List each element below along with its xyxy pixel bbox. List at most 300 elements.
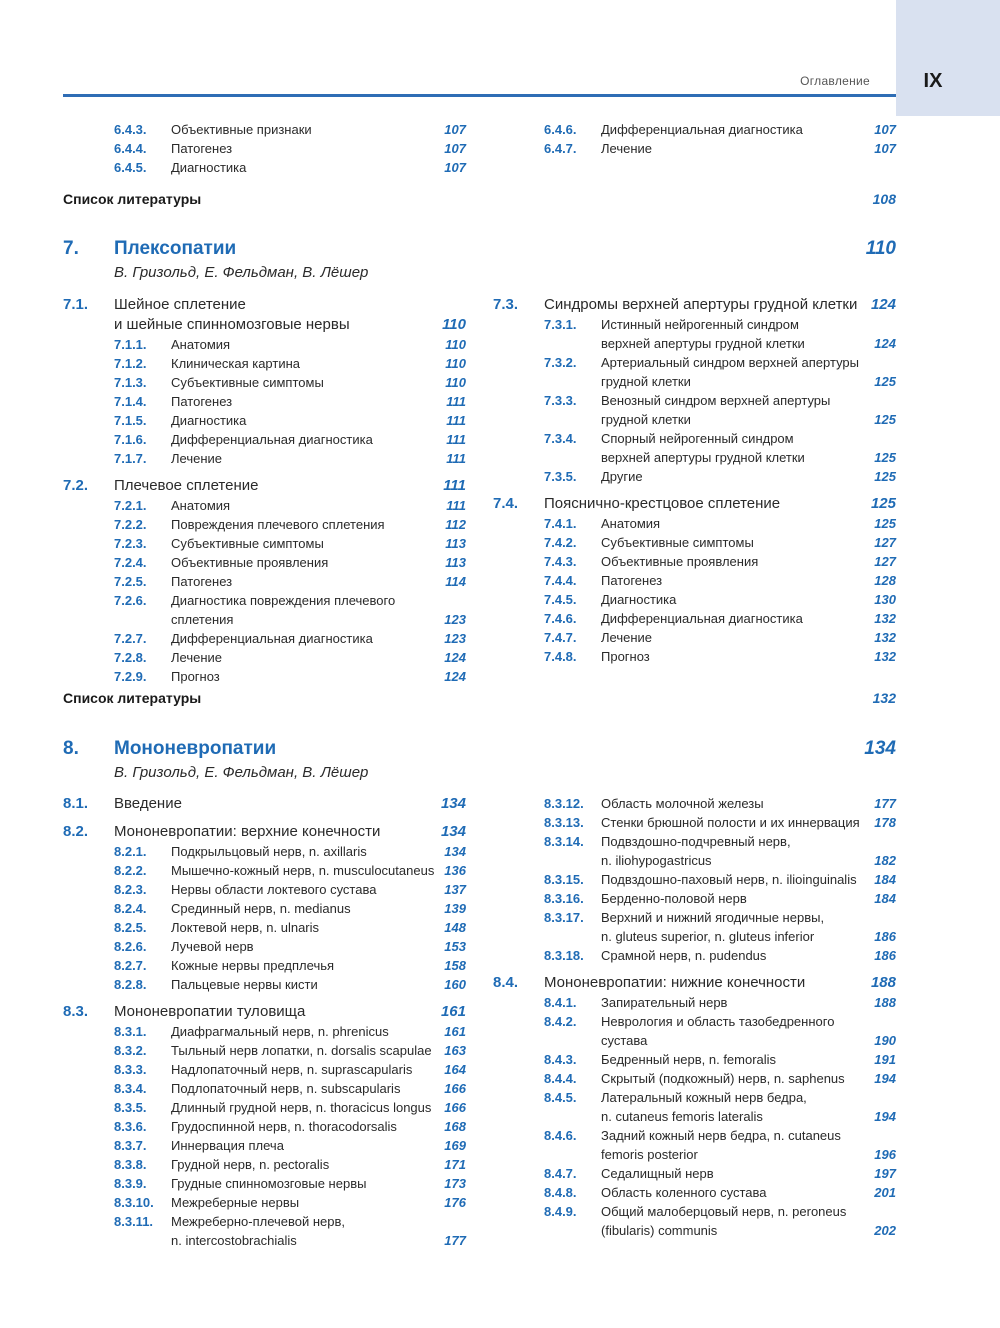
entry-title: Объективные проявления [171,555,329,570]
entry-title: Задний кожный нерв бедра, n. cutaneus [601,1128,841,1143]
toc-subsection-entry[interactable] [63,572,466,591]
entry-title: Синдромы верхней апертуры грудной клетки [544,296,858,313]
entry-number: 6.4.5. [114,160,147,175]
toc-subsection-entry[interactable] [63,610,466,629]
entry-page: 177 [444,1233,466,1248]
toc-subsection-entry[interactable] [63,648,466,667]
chapter-page: 134 [864,738,896,759]
entry-title: n. cutaneus femoris lateralis [601,1109,763,1124]
entry-title: Дифференциальная диагностика [601,122,803,137]
entry-number: 7.4.5. [544,592,577,607]
toc-subsection-entry[interactable] [63,880,466,899]
entry-title: Другие [601,469,643,484]
entry-page: 202 [874,1223,896,1238]
entry-title: Субъективные симптомы [171,375,324,390]
toc-subsection-entry[interactable] [63,1098,466,1117]
toc-subsection-entry[interactable] [493,946,896,965]
toc-subsection-entry[interactable] [63,1155,466,1174]
entry-page: 201 [874,1185,896,1200]
toc-subsection-entry[interactable] [63,373,466,392]
entry-number: 8.4.5. [544,1090,577,1105]
entry-title: Дифференциальная диагностика [171,631,373,646]
toc-subsection-entry[interactable] [63,411,466,430]
chapter-number: 7. [63,238,79,259]
entry-title: Пояснично-крестцовое сплетение [544,495,781,512]
entry-page: 125 [874,516,896,531]
toc-subsection-entry[interactable] [493,832,896,851]
toc-subsection-entry[interactable] [493,908,896,927]
toc-subsection-entry[interactable] [493,813,896,832]
entry-page: 184 [874,872,896,887]
toc-section-entry[interactable] [63,295,466,315]
toc-subsection-entry[interactable] [493,851,896,870]
entry-title: сплетения [171,612,234,627]
entry-title: Диагностика [601,592,677,607]
entry-title: Объективные признаки [171,122,312,137]
entry-page: 130 [874,592,896,607]
entry-number: 7.2.7. [114,631,147,646]
entry-number: 8.2.8. [114,977,147,992]
toc-subsection-entry[interactable] [493,1107,896,1126]
toc-subsection-entry[interactable] [63,1212,466,1231]
toc-subsection-entry[interactable] [493,647,896,666]
entry-page: 107 [444,141,466,156]
entry-page: 160 [444,977,466,992]
entry-title: Анатомия [601,516,661,531]
toc-section-entry[interactable] [493,973,896,993]
entry-page: 125 [874,374,896,389]
toc-subsection-entry[interactable] [493,628,896,647]
entry-number: 7.4.2. [544,535,577,550]
toc-subsection-entry[interactable] [493,1012,896,1031]
entry-title: Повреждения плечевого сплетения [171,517,385,532]
toc-subsection-entry[interactable] [63,553,466,572]
toc-subsection-entry[interactable] [63,1136,466,1155]
entry-title: Субъективные симптомы [601,535,754,550]
entry-title: Область молочной железы [601,796,764,811]
entry-page: 111 [446,432,466,447]
entry-page: 124 [870,296,896,313]
toc-section-entry[interactable] [493,295,896,315]
chapter-heading[interactable] [63,236,896,262]
literature-title: Список литературы [63,690,202,706]
entry-page: 111 [446,413,466,428]
entry-title: Истинный нейрогенный синдром [601,317,799,332]
entry-title: Патогенез [171,394,233,409]
entry-page: 124 [444,669,466,684]
literature-entry[interactable] [63,688,896,708]
entry-number: 7.4.8. [544,649,577,664]
toc-subsection-entry[interactable] [63,899,466,918]
toc-subsection-entry[interactable] [63,120,466,139]
entry-number: 7.4.7. [544,630,577,645]
entry-title: Грудной нерв, n. pectoralis [171,1157,330,1172]
toc-subsection-entry[interactable] [493,993,896,1012]
entry-number: 7.3.3. [544,393,577,408]
entry-page: 171 [444,1157,466,1172]
entry-title: Мононевропатии: верхние конечности [114,823,381,840]
toc-subsection-entry[interactable] [493,571,896,590]
toc-subsection-entry[interactable] [63,392,466,411]
entry-number: 8.4.1. [544,995,577,1010]
chapter-authors: В. Гризольд, Е. Фельдман, В. Лёшер [114,264,369,281]
entry-title: Спорный нейрогенный синдром [601,431,794,446]
entry-number: 7.2. [63,477,89,494]
toc-section-entry[interactable] [63,822,466,842]
toc-subsection-entry[interactable] [493,794,896,813]
entry-number: 6.4.7. [544,141,577,156]
toc-subsection-entry[interactable] [493,391,896,410]
entry-number: 8.2.1. [114,844,147,859]
entry-page: 139 [444,901,466,916]
toc-subsection-entry[interactable] [493,1202,896,1221]
toc-subsection-entry[interactable] [63,158,466,177]
entry-number: 8.4.8. [544,1185,577,1200]
toc-subsection-entry[interactable] [493,139,896,158]
toc-subsection-entry[interactable] [493,870,896,889]
toc-section-entry[interactable] [63,476,466,496]
entry-number: 7.1.7. [114,451,147,466]
entry-page: 186 [874,948,896,963]
entry-number: 8.3.7. [114,1138,147,1153]
entry-number: 8.3.1. [114,1024,147,1039]
entry-title: Плечевое сплетение [114,477,259,494]
toc-subsection-entry[interactable] [63,1041,466,1060]
entry-number: 7.3.1. [544,317,577,332]
entry-number: 7.1.5. [114,413,147,428]
entry-title: femoris posterior [601,1147,698,1162]
entry-title: Субъективные симптомы [171,536,324,551]
entry-page: 110 [445,337,466,352]
entry-title: Клиническая картина [171,356,300,371]
entry-number: 7.1.6. [114,432,147,447]
toc-subsection-entry[interactable] [63,591,466,610]
entry-page: 184 [874,891,896,906]
entry-number: 8.4.7. [544,1166,577,1181]
entry-title: (fibularis) communis [601,1223,718,1238]
entry-page: 132 [874,649,896,664]
entry-page: 158 [444,958,466,973]
entry-page: 194 [874,1071,896,1086]
entry-page: 173 [444,1176,466,1191]
toc-subsection-entry[interactable] [63,1022,466,1041]
entry-title: верхней апертуры грудной клетки [601,336,805,351]
toc-section-entry[interactable] [493,494,896,514]
entry-number: 8.2.7. [114,958,147,973]
entry-title: Введение [114,795,182,812]
entry-title: Подлопаточный нерв, n. subscapularis [171,1081,401,1096]
entry-number: 7.2.5. [114,574,147,589]
entry-number: 8.3.3. [114,1062,147,1077]
entry-number: 7.2.9. [114,669,147,684]
entry-title: Диагностика повреждения плечевого [171,593,396,608]
entry-title: Мононевропатии туловища [114,1003,306,1020]
toc-subsection-entry[interactable] [63,918,466,937]
entry-number: 7.4.6. [544,611,577,626]
entry-title: Нервы области локтевого сустава [171,882,377,897]
entry-number: 8.3.8. [114,1157,147,1172]
toc-subsection-entry[interactable] [63,667,466,686]
literature-title: Список литературы [63,191,202,207]
entry-title: n. iliohypogastricus [601,853,712,868]
entry-title: Лучевой нерв [171,939,254,954]
entry-page: 107 [444,122,466,137]
entry-title: сустава [601,1033,648,1048]
entry-title: Прогноз [171,669,220,684]
entry-page: 134 [444,844,466,859]
toc-subsection-entry[interactable] [63,956,466,975]
entry-page: 110 [445,356,466,371]
toc-ch8-left [63,794,466,1250]
toc-subsection-entry[interactable] [493,533,896,552]
chapter-heading[interactable] [63,736,896,762]
entry-title: Межреберно-плечевой нерв, [171,1214,346,1229]
toc-subsection-entry[interactable] [493,1050,896,1069]
entry-title: Верхний и нижний ягодичные нервы, [601,910,825,925]
entry-title: Общий малоберцовый нерв, n. peroneus [601,1204,847,1219]
entry-page: 111 [446,498,466,513]
entry-number: 8.3.17. [544,910,584,925]
toc-subsection-entry[interactable] [63,842,466,861]
entry-page: 136 [444,863,466,878]
entry-title: Венозный синдром верхней апертуры [601,393,831,408]
entry-title: грудной клетки [601,374,691,389]
toc-top-left [63,120,466,177]
toc-subsection-entry[interactable] [493,334,896,353]
entry-title: Мышечно-кожный нерв, n. musculocutaneus [171,863,435,878]
entry-page: 123 [444,631,466,646]
entry-title: Седалищный нерв [601,1166,714,1181]
entry-number: 8.3.11. [114,1214,154,1229]
entry-title: Стенки брюшной полости и их иннервация [601,815,860,830]
entry-title: Скрытый (подкожный) нерв, n. saphenus [601,1071,845,1086]
toc-subsection-entry[interactable] [493,1031,896,1050]
entry-title: Локтевой нерв, n. ulnaris [171,920,320,935]
entry-number: 7.3.4. [544,431,577,446]
entry-title: Мононевропатии: нижние конечности [544,974,806,991]
toc-subsection-entry[interactable] [63,1231,466,1250]
entry-page: 127 [874,535,896,550]
entry-title: Кожные нервы предплечья [171,958,335,973]
entry-page: 182 [874,853,896,868]
entry-title: Латеральный кожный нерв бедра, [601,1090,807,1105]
entry-number: 7.2.8. [114,650,147,665]
toc-subsection-entry[interactable] [63,975,466,994]
entry-page: 168 [444,1119,466,1134]
chapter-authors: В. Гризольд, Е. Фельдман, В. Лёшер [114,764,369,781]
entry-page: 111 [443,477,466,494]
toc-subsection-entry[interactable] [493,609,896,628]
entry-title: Пальцевые нервы кисти [171,977,318,992]
entry-number: 8.3.5. [114,1100,147,1115]
toc-subsection-entry[interactable] [493,1088,896,1107]
chapter-page: 110 [865,238,896,259]
entry-number: 8.4.9. [544,1204,577,1219]
entry-title: Бедренный нерв, n. femoralis [601,1052,777,1067]
entry-number: 6.4.6. [544,122,577,137]
entry-number: 6.4.4. [114,141,147,156]
toc-ch7-left [63,295,466,686]
entry-page: 196 [874,1147,896,1162]
chapter-title: Мононевропатии [114,738,277,759]
entry-title: Срединный нерв, n. medianus [171,901,351,916]
entry-page: 166 [444,1081,466,1096]
entry-number: 7.4. [493,495,519,512]
entry-page: 124 [444,650,466,665]
toc-subsection-entry[interactable] [63,629,466,648]
entry-number: 8.3.12. [544,796,584,811]
entry-number: 7.1.1. [114,337,147,352]
entry-number: 7.2.6. [114,593,147,608]
toc-subsection-entry[interactable] [493,514,896,533]
entry-number: 7.2.1. [114,498,147,513]
toc-subsection-entry[interactable] [63,496,466,515]
entry-number: 8.2.4. [114,901,147,916]
entry-page: 178 [874,815,896,830]
toc-subsection-entry[interactable] [493,1069,896,1088]
toc-ch7-right [493,295,896,666]
entry-title: Надлопаточный нерв, n. suprascapularis [171,1062,413,1077]
entry-number: 7.3.5. [544,469,577,484]
entry-title: Длинный грудной нерв, n. thoracicus longus [171,1100,432,1115]
chapter-number: 8. [63,738,79,759]
header-rule [63,94,896,97]
entry-page: 177 [874,796,896,811]
toc-subsection-entry[interactable] [493,467,896,486]
toc-subsection-entry[interactable] [493,1126,896,1145]
entry-title: Подкрыльцовый нерв, n. axillaris [171,844,367,859]
entry-number: 8.3.16. [544,891,584,906]
entry-page: 110 [442,316,466,333]
entry-number: 8.2.6. [114,939,147,954]
entry-number: 8.3.4. [114,1081,147,1096]
entry-title: и шейные спинномозговые нервы [114,316,350,333]
toc-subsection-entry[interactable] [63,430,466,449]
entry-page: 132 [874,611,896,626]
entry-number: 8.3.15. [544,872,584,887]
toc-subsection-entry[interactable] [63,534,466,553]
toc-subsection-entry[interactable] [63,1174,466,1193]
toc-subsection-entry[interactable] [493,1145,896,1164]
entry-number: 8.2.5. [114,920,147,935]
entry-number: 7.1. [63,296,89,313]
toc-subsection-entry[interactable] [63,937,466,956]
toc-subsection-entry[interactable] [493,927,896,946]
entry-number: 7.4.4. [544,573,577,588]
toc-subsection-entry[interactable] [493,353,896,372]
toc-subsection-entry[interactable] [63,1079,466,1098]
running-header: Оглавление [800,74,870,88]
entry-number: 8.4.4. [544,1071,577,1086]
entry-page: 128 [874,573,896,588]
entry-title: Иннервация плеча [171,1138,284,1153]
toc-subsection-entry[interactable] [493,410,896,429]
entry-number: 7.4.3. [544,554,577,569]
entry-page: 194 [874,1109,896,1124]
entry-title: Шейное сплетение [114,296,246,313]
toc-subsection-entry[interactable] [493,552,896,571]
entry-title: n. gluteus superior, n. gluteus inferior [601,929,815,944]
toc-subsection-entry[interactable] [493,1221,896,1240]
entry-title: Анатомия [171,498,231,513]
entry-number: 8.3.13. [544,815,584,830]
toc-subsection-entry[interactable] [493,1183,896,1202]
toc-section-entry[interactable] [63,1002,466,1022]
entry-title: Грудные спинномозговые нервы [171,1176,367,1191]
entry-number: 7.2.4. [114,555,147,570]
toc-subsection-entry[interactable] [63,1060,466,1079]
toc-subsection-entry[interactable] [493,120,896,139]
toc-section-entry[interactable] [63,794,466,814]
entry-page: 153 [444,939,466,954]
entry-page: 132 [874,630,896,645]
entry-number: 7.4.1. [544,516,577,531]
toc-subsection-entry[interactable] [493,315,896,334]
toc-subsection-entry[interactable] [63,139,466,158]
toc-subsection-entry[interactable] [63,861,466,880]
toc-subsection-entry[interactable] [63,335,466,354]
toc-subsection-entry[interactable] [493,448,896,467]
entry-page: 190 [874,1033,896,1048]
entry-page: 114 [445,574,466,589]
entry-number: 8.4. [493,974,519,991]
entry-page: 107 [874,141,896,156]
toc-subsection-entry[interactable] [493,429,896,448]
entry-title: Лечение [601,141,653,156]
literature-page: 108 [872,191,896,207]
entry-title: Запирательный нерв [601,995,728,1010]
entry-title: Межреберные нервы [171,1195,300,1210]
entry-page: 111 [446,451,466,466]
entry-page: 197 [874,1166,896,1181]
page-number: IX [923,70,943,92]
toc-subsection-entry[interactable] [63,354,466,373]
entry-title: Диафрагмальный нерв, n. phrenicus [171,1024,389,1039]
toc-subsection-entry[interactable] [63,1117,466,1136]
entry-title: Подвздошно-подчревный нерв, [601,834,791,849]
toc-ch8-right [493,794,896,1240]
entry-number: 7.1.4. [114,394,147,409]
entry-title: Неврология и область тазобедренного [601,1014,835,1029]
toc-subsection-entry[interactable] [493,1164,896,1183]
entry-number: 8.3.6. [114,1119,147,1134]
entry-title: Дифференциальная диагностика [601,611,803,626]
toc-subsection-entry[interactable] [493,372,896,391]
toc-subsection-entry[interactable] [63,449,466,468]
entry-title: Патогенез [601,573,663,588]
toc-subsection-entry[interactable] [63,1193,466,1212]
entry-page: 110 [445,375,466,390]
entry-page: 123 [444,612,466,627]
toc-subsection-entry[interactable] [493,590,896,609]
entry-number: 7.2.3. [114,536,147,551]
entry-page: 134 [440,823,466,840]
toc-subsection-entry[interactable] [493,889,896,908]
entry-title: Диагностика [171,413,247,428]
entry-page: 113 [445,555,466,570]
chapter-title: Плексопатии [114,238,237,259]
entry-title: Анатомия [171,337,231,352]
entry-page: 161 [440,1003,466,1020]
toc-top-right [493,120,896,158]
literature-entry[interactable] [63,189,896,209]
toc-subsection-entry[interactable] [63,515,466,534]
entry-page: 111 [446,394,466,409]
entry-number: 8.4.6. [544,1128,577,1143]
entry-title: верхней апертуры грудной клетки [601,450,805,465]
toc-section-entry[interactable] [63,315,466,335]
entry-title: Диагностика [171,160,247,175]
